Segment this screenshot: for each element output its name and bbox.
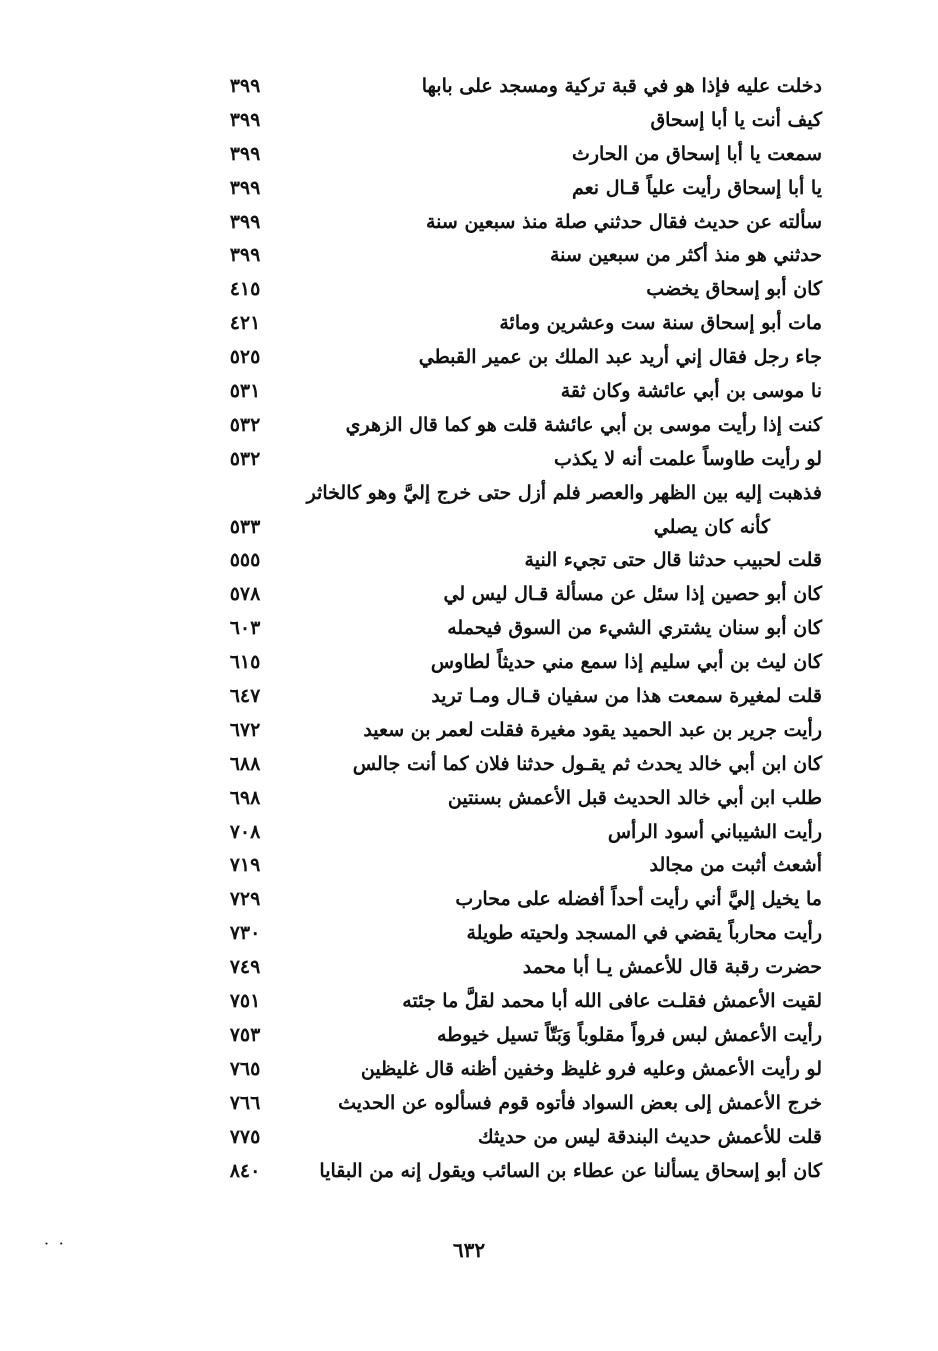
- entry-text: ما يخيل إليَّ أني رأيت أحداً أفضله على محارب: [455, 888, 822, 911]
- entry-page-number: ٧٢٩: [229, 888, 261, 911]
- entry-page-number: ٥٥٥: [229, 549, 261, 572]
- entry-page-number: ٥٢٥: [229, 346, 261, 369]
- entry-page-number: ٦٤٧: [229, 685, 261, 708]
- index-entry: [200, 1053, 830, 1087]
- entry-text: يا أبا إسحاق رأيت علياً قـال نعم: [571, 176, 822, 199]
- entry-text: كان أبو إسحاق يسألنا عن عطاء بن السائب ويقول إنه من البقايا: [319, 1159, 822, 1182]
- index-entry: [200, 511, 830, 545]
- entry-text: كان ابن أبي خالد يحدث ثم يقـول حدثنا فلان كما أنت جالس: [352, 752, 822, 775]
- entry-page-number: ٣٩٩: [229, 244, 261, 267]
- entry-text: رأيت الأعمش لبس فرواً مقلوباً وَبَتّاً تسيل خيوطه: [436, 1023, 822, 1046]
- entry-text: خرج الأعمش إلى بعض السواد فأتوه قوم فسألوه عن الحديث: [338, 1091, 822, 1114]
- entry-page-number: ٤١٥: [229, 278, 261, 301]
- entry-text: قلت لمغيرة سمعت هذا من سفيان قـال ومـا تريد: [431, 685, 822, 708]
- entry-text: رأيت محارباً يقضي في المسجد ولحيته طويلة: [466, 922, 822, 945]
- index-entry: [200, 849, 830, 883]
- entry-page-number: ٥٣٢: [229, 447, 261, 470]
- index-entry: [200, 1121, 830, 1155]
- entry-page-number: ٦١٥: [229, 651, 261, 674]
- entry-text: طلب ابن أبي خالد الحديث قبل الأعمش بسنتين: [447, 786, 822, 809]
- index-entry: [200, 1019, 830, 1053]
- entry-page-number: ٦٩٨: [229, 786, 261, 809]
- entry-page-number: ٥٣٣: [229, 515, 261, 538]
- index-list: [200, 70, 830, 1188]
- index-entry: [200, 612, 830, 646]
- entry-page-number: ٧٦٥: [229, 1057, 261, 1080]
- index-entry: [200, 985, 830, 1019]
- index-entry: [200, 714, 830, 748]
- entry-text: قلت للأعمش حديث البندقة ليس من حديثك: [478, 1125, 822, 1148]
- entry-page-number: ٧١٩: [229, 854, 261, 877]
- entry-page-number: ٦٨٨: [229, 752, 261, 775]
- page-number: ٦٣٢: [452, 1238, 486, 1262]
- entry-text: كأنه كان يصلي: [653, 515, 770, 538]
- index-entry: [200, 951, 830, 985]
- index-entry: [200, 917, 830, 951]
- entry-page-number: ٧٧٥: [229, 1125, 261, 1148]
- index-entry: [200, 748, 830, 782]
- entry-text: مات أبو إسحاق سنة ست وعشرين ومائة: [499, 312, 822, 335]
- entry-page-number: ٦٧٢: [229, 718, 261, 741]
- index-entry: [200, 443, 830, 477]
- entry-text: دخلت عليه فإذا هو في قبة تركية ومسجد على بابها: [421, 75, 822, 97]
- entry-text: كان أبو سنان يشتري الشيء من السوق فيحمله: [447, 617, 822, 640]
- index-entry: [200, 883, 830, 917]
- entry-text: فذهبت إليه بين الظهر والعصر فلم أزل حتى خرج إليَّ وهو كالخاثر: [306, 481, 822, 504]
- corner-marks: ˙ ˙: [42, 1240, 66, 1261]
- index-entry: [200, 409, 830, 443]
- index-entry: [200, 477, 830, 511]
- entry-page-number: ٣٩٩: [229, 142, 261, 165]
- entry-page-number: ٥٧٨: [229, 583, 261, 606]
- entry-page-number: ٣٩٩: [229, 75, 261, 97]
- entry-text: قلت لحبيب حدثنا قال حتى تجيء النية: [524, 549, 822, 572]
- index-entry: [200, 816, 830, 850]
- index-entry: [200, 70, 830, 104]
- entry-text: أشعث أثبت من مجالد: [649, 854, 822, 877]
- entry-page-number: ٣٩٩: [229, 176, 261, 199]
- index-entry: [200, 1087, 830, 1121]
- entry-text: نا موسى بن أبي عائشة وكان ثقة: [560, 380, 822, 403]
- entry-text: كان ليث بن أبي سليم إذا سمع مني حديثاً لطاوس: [430, 651, 822, 674]
- entry-text: كيف أنت يا أبا إسحاق: [650, 108, 822, 131]
- entry-text: حدثني هو منذ أكثر من سبعين سنة: [549, 244, 822, 267]
- entry-text: رأيت الشيباني أسود الرأس: [607, 820, 822, 843]
- entry-page-number: ٧٥٣: [229, 1023, 261, 1046]
- index-entry: [200, 375, 830, 409]
- entry-page-number: ٧٣٠: [229, 922, 261, 945]
- index-entry: [200, 172, 830, 206]
- entry-text: كان أبو حصين إذا سئل عن مسألة قـال ليس لي: [443, 583, 822, 606]
- entry-page-number: ٨٤٠: [229, 1159, 261, 1182]
- index-entry: [200, 544, 830, 578]
- index-entry: [200, 206, 830, 240]
- entry-text: رأيت جرير بن عبد الحميد يقود مغيرة فقلت لعمر بن سعيد: [363, 718, 822, 741]
- entry-text: حضرت رقبة قال للأعمش يـا أبا محمد: [522, 956, 822, 979]
- entry-page-number: ٥٣٢: [229, 413, 261, 436]
- index-entry: [200, 1155, 830, 1189]
- entry-page-number: ٧٦٦: [229, 1091, 261, 1114]
- entry-text: كنت إذا رأيت موسى بن أبي عائشة قلت هو كما قال الزهري: [345, 413, 822, 436]
- index-entry: [200, 239, 830, 273]
- entry-text: لو رأيت الأعمش وعليه فرو غليظ وخفين أظنه قال غليظين: [360, 1057, 822, 1080]
- entry-page-number: ٧٠٨: [229, 820, 261, 843]
- index-entry: [200, 138, 830, 172]
- index-entry: [200, 104, 830, 138]
- index-entry: [200, 341, 830, 375]
- entry-page-number: ٤٢١: [229, 312, 261, 335]
- entry-text: سألته عن حديث فقال حدثني صلة منذ سبعين سنة: [425, 210, 822, 233]
- entry-text: سمعت يا أبا إسحاق من الحارث: [571, 142, 822, 165]
- entry-page-number: ٣٩٩: [229, 108, 261, 131]
- entry-text: كان أبو إسحاق يخضب: [646, 278, 822, 301]
- entry-text: جاء رجل فقال إني أريد عبد الملك بن عمير القبطي: [418, 346, 822, 369]
- index-entry: [200, 782, 830, 816]
- index-entry: [200, 680, 830, 714]
- entry-text: لو رأيت طاوساً علمت أنه لا يكذب: [554, 447, 822, 470]
- index-entry: [200, 578, 830, 612]
- index-entry: [200, 273, 830, 307]
- entry-page-number: ٦٠٣: [229, 617, 261, 640]
- index-entry: [200, 646, 830, 680]
- index-entry: [200, 307, 830, 341]
- entry-page-number: ٥٣١: [229, 380, 261, 403]
- entry-page-number: ٣٩٩: [229, 210, 261, 233]
- entry-page-number: ٧٤٩: [229, 956, 261, 979]
- entry-page-number: ٧٥١: [229, 990, 261, 1013]
- entry-text: لقيت الأعمش فقلـت عافى الله أبا محمد لقلَّ ما جئته: [402, 990, 822, 1013]
